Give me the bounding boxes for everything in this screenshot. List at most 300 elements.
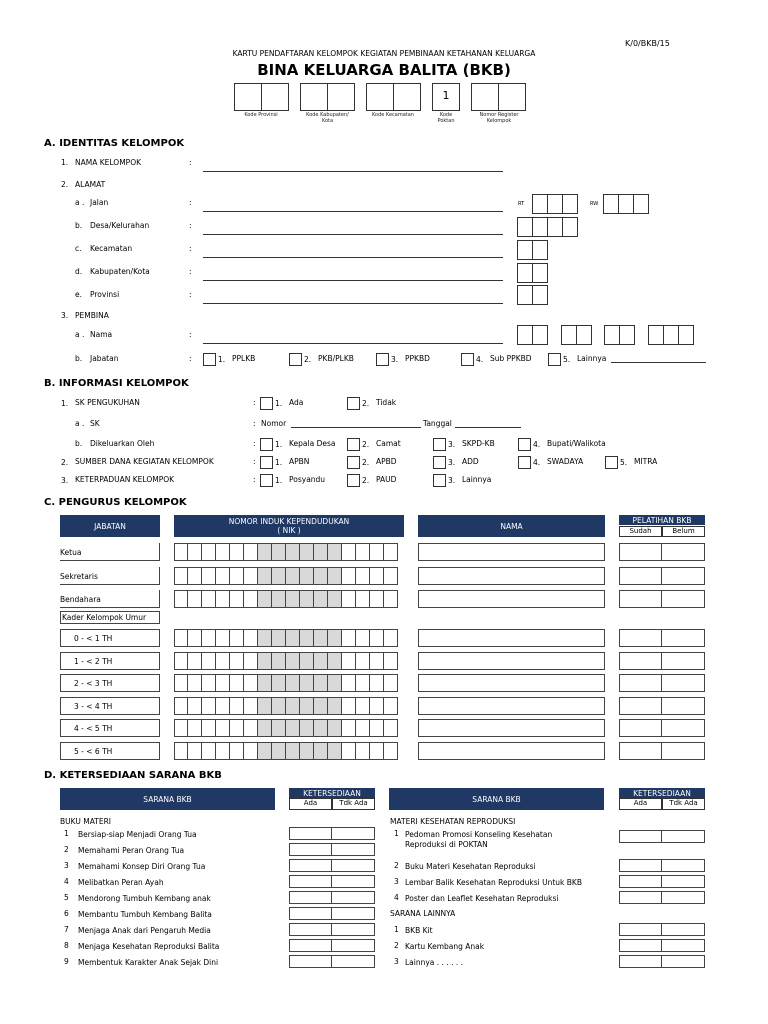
nik-digit-box[interactable] bbox=[300, 652, 314, 670]
nik-digit-box[interactable] bbox=[356, 742, 370, 760]
nik-digit-box[interactable] bbox=[356, 590, 370, 608]
nik-digit-box[interactable] bbox=[202, 652, 216, 670]
nik-digit-box[interactable] bbox=[356, 697, 370, 715]
nik-digit-box[interactable] bbox=[384, 629, 398, 647]
nik-digit-box[interactable] bbox=[244, 567, 258, 585]
nik-digit-box[interactable] bbox=[188, 543, 202, 561]
nik-digit-box[interactable] bbox=[244, 719, 258, 737]
ketersediaan-tdk-ada-box[interactable] bbox=[661, 923, 705, 936]
ketersediaan-ada-box[interactable] bbox=[289, 939, 332, 952]
nik-digit-box[interactable] bbox=[216, 652, 230, 670]
ketersediaan-tdk-ada-box[interactable] bbox=[331, 891, 375, 904]
nik-digit-box[interactable] bbox=[188, 697, 202, 715]
nik-digit-box[interactable] bbox=[202, 590, 216, 608]
nik-digit-box[interactable] bbox=[328, 590, 342, 608]
pembina-box-2[interactable] bbox=[532, 325, 548, 345]
nik-digit-box[interactable] bbox=[300, 674, 314, 692]
label-dikeluarkan: Dikeluarkan Oleh bbox=[90, 439, 155, 448]
nik-digit-box[interactable] bbox=[258, 543, 272, 561]
nik-digit-box[interactable] bbox=[188, 629, 202, 647]
nik-digit-box[interactable] bbox=[370, 629, 384, 647]
label-tanggal: Tanggal bbox=[423, 419, 452, 428]
kode-kabupaten-box-1[interactable] bbox=[300, 83, 328, 111]
nik-digit-box[interactable] bbox=[286, 652, 300, 670]
pelatihan-sudah-box[interactable] bbox=[619, 674, 662, 692]
nik-digit-box[interactable] bbox=[370, 543, 384, 561]
ketersediaan-tdk-ada-box[interactable] bbox=[331, 875, 375, 888]
kode-provinsi-box-1[interactable] bbox=[234, 83, 262, 111]
nik-digit-box[interactable] bbox=[230, 652, 244, 670]
header-nik-line1: NOMOR INDUK KEPENDUDUKAN bbox=[228, 517, 350, 526]
pelatihan-sudah-box[interactable] bbox=[619, 629, 662, 647]
nik-digit-box[interactable] bbox=[314, 674, 328, 692]
nik-digit-box[interactable] bbox=[342, 590, 356, 608]
sumber-checkbox-add[interactable] bbox=[433, 456, 446, 469]
ketersediaan-ada-box[interactable] bbox=[619, 859, 662, 872]
nik-digit-box[interactable] bbox=[230, 543, 244, 561]
nik-digit-box[interactable] bbox=[370, 590, 384, 608]
ketersediaan-tdk-ada-box[interactable] bbox=[331, 827, 375, 840]
kode-kabupaten-box-2[interactable] bbox=[327, 83, 355, 111]
nik-digit-box[interactable] bbox=[188, 590, 202, 608]
ketersediaan-tdk-ada-box[interactable] bbox=[331, 955, 375, 968]
desa-box-4[interactable] bbox=[562, 217, 578, 237]
nik-digit-box[interactable] bbox=[370, 719, 384, 737]
jabatan-label: 2 - < 3 TH bbox=[74, 679, 113, 688]
nik-digit-box[interactable] bbox=[272, 674, 286, 692]
nik-digit-box[interactable] bbox=[370, 567, 384, 585]
nik-digit-box[interactable] bbox=[328, 742, 342, 760]
ketersediaan-ada-box[interactable] bbox=[289, 827, 332, 840]
pelatihan-belum-box[interactable] bbox=[661, 590, 705, 608]
nik-digit-box[interactable] bbox=[174, 652, 188, 670]
nik-digit-box[interactable] bbox=[202, 719, 216, 737]
nik-digit-box[interactable] bbox=[272, 697, 286, 715]
nik-digit-box[interactable] bbox=[300, 567, 314, 585]
label-alamat: ALAMAT bbox=[75, 180, 106, 189]
pelatihan-belum-box[interactable] bbox=[661, 543, 705, 561]
label-kode-kabupaten: Kode Kabupaten/ Kota bbox=[306, 112, 349, 124]
ketersediaan-tdk-ada-box[interactable] bbox=[661, 875, 705, 888]
keterpaduan-checkbox-paud[interactable] bbox=[347, 474, 360, 487]
rw-box-2[interactable] bbox=[618, 194, 634, 214]
nik-digit-box[interactable] bbox=[314, 697, 328, 715]
ketersediaan-tdk-ada-box[interactable] bbox=[331, 859, 375, 872]
sd-opt-label: MITRA bbox=[634, 457, 658, 466]
nik-digit-box[interactable] bbox=[216, 567, 230, 585]
nik-digit-box[interactable] bbox=[342, 652, 356, 670]
nik-digit-box[interactable] bbox=[342, 742, 356, 760]
sk-checkbox-tidak[interactable] bbox=[347, 397, 360, 410]
provinsi-input[interactable] bbox=[203, 303, 503, 304]
pelatihan-belum-box[interactable] bbox=[661, 652, 705, 670]
nik-digit-box[interactable] bbox=[356, 652, 370, 670]
nama-input[interactable] bbox=[418, 674, 605, 692]
nik-digit-box[interactable] bbox=[370, 742, 384, 760]
kecamatan-input[interactable] bbox=[203, 257, 503, 258]
kode-provinsi-box-2[interactable] bbox=[261, 83, 289, 111]
nik-digit-box[interactable] bbox=[314, 590, 328, 608]
sarana-item-num: 3 bbox=[64, 861, 69, 870]
pembina-box-6[interactable] bbox=[619, 325, 635, 345]
dk-opt-label: Kepala Desa bbox=[289, 439, 336, 448]
nama-kelompok-input[interactable] bbox=[203, 171, 503, 172]
nik-digit-box[interactable] bbox=[174, 697, 188, 715]
kabupaten-box-1[interactable] bbox=[517, 263, 533, 283]
nik-digit-box[interactable] bbox=[356, 543, 370, 561]
nik-digit-box[interactable] bbox=[356, 629, 370, 647]
provinsi-box-2[interactable] bbox=[532, 285, 548, 305]
nik-digit-box[interactable] bbox=[202, 543, 216, 561]
nik-digit-box[interactable] bbox=[188, 674, 202, 692]
nik-digit-box[interactable] bbox=[230, 742, 244, 760]
nik-digit-box[interactable] bbox=[188, 742, 202, 760]
nik-digit-box[interactable] bbox=[328, 543, 342, 561]
nama-input[interactable] bbox=[418, 543, 605, 561]
nik-digit-box[interactable] bbox=[314, 567, 328, 585]
nik-grid[interactable] bbox=[174, 629, 398, 647]
nik-grid[interactable] bbox=[174, 590, 398, 608]
label-kode-poktan: Kode Poktan bbox=[437, 112, 455, 124]
nik-digit-box[interactable] bbox=[314, 652, 328, 670]
ketersediaan-ada-box[interactable] bbox=[289, 875, 332, 888]
ketersediaan-tdk-ada-box[interactable] bbox=[331, 907, 375, 920]
nik-digit-box[interactable] bbox=[286, 697, 300, 715]
label-buku-materi: BUKU MATERI bbox=[60, 817, 111, 826]
kecamatan-box-1[interactable] bbox=[517, 240, 533, 260]
nik-digit-box[interactable] bbox=[174, 742, 188, 760]
nama-input[interactable] bbox=[418, 719, 605, 737]
nik-digit-box[interactable] bbox=[342, 719, 356, 737]
ketersediaan-ada-box[interactable] bbox=[289, 891, 332, 904]
nik-digit-box[interactable] bbox=[370, 697, 384, 715]
pelatihan-sudah-box[interactable] bbox=[619, 742, 662, 760]
ketersediaan-ada-box[interactable] bbox=[289, 955, 332, 968]
nik-digit-box[interactable] bbox=[174, 674, 188, 692]
nik-digit-box[interactable] bbox=[188, 652, 202, 670]
nik-digit-box[interactable] bbox=[202, 567, 216, 585]
nik-digit-box[interactable] bbox=[328, 629, 342, 647]
nik-digit-box[interactable] bbox=[286, 590, 300, 608]
nik-digit-box[interactable] bbox=[314, 719, 328, 737]
nik-digit-box[interactable] bbox=[328, 652, 342, 670]
nik-digit-box[interactable] bbox=[300, 742, 314, 760]
pelatihan-belum-box[interactable] bbox=[661, 567, 705, 585]
nik-digit-box[interactable] bbox=[328, 674, 342, 692]
colon: : bbox=[253, 439, 256, 448]
kecamatan-box-2[interactable] bbox=[532, 240, 548, 260]
nik-digit-box[interactable] bbox=[174, 543, 188, 561]
nik-digit-box[interactable] bbox=[244, 629, 258, 647]
nik-digit-box[interactable] bbox=[188, 719, 202, 737]
nik-digit-box[interactable] bbox=[300, 590, 314, 608]
jalan-input[interactable] bbox=[203, 211, 503, 212]
nik-digit-box[interactable] bbox=[230, 674, 244, 692]
nik-digit-box[interactable] bbox=[216, 719, 230, 737]
nik-digit-box[interactable] bbox=[342, 543, 356, 561]
dikeluarkan-checkbox-skpd[interactable] bbox=[433, 438, 446, 451]
jabatan-checkbox-pkb[interactable] bbox=[289, 353, 302, 366]
nik-digit-box[interactable] bbox=[244, 590, 258, 608]
sk-opt-label: Ada bbox=[289, 398, 304, 407]
keterpaduan-checkbox-lainnya[interactable] bbox=[433, 474, 446, 487]
nik-digit-box[interactable] bbox=[384, 567, 398, 585]
nik-digit-box[interactable] bbox=[272, 590, 286, 608]
nik-digit-box[interactable] bbox=[202, 674, 216, 692]
nik-digit-box[interactable] bbox=[272, 543, 286, 561]
sumber-checkbox-mitra[interactable] bbox=[605, 456, 618, 469]
sk-opt-num: 2. bbox=[362, 399, 370, 408]
pelatihan-belum-box[interactable] bbox=[661, 674, 705, 692]
nik-digit-box[interactable] bbox=[258, 742, 272, 760]
nik-digit-box[interactable] bbox=[286, 543, 300, 561]
section-b-title: B. INFORMASI KELOMPOK bbox=[44, 378, 189, 389]
nik-grid[interactable] bbox=[174, 742, 398, 760]
nomor-register-box-2[interactable] bbox=[498, 83, 526, 111]
nik-digit-box[interactable] bbox=[370, 674, 384, 692]
nik-digit-box[interactable] bbox=[244, 697, 258, 715]
pelatihan-belum-box[interactable] bbox=[661, 697, 705, 715]
sk-tanggal-input[interactable] bbox=[455, 427, 521, 428]
jabatan-checkbox-sub-ppkbd[interactable] bbox=[461, 353, 474, 366]
pelatihan-sudah-box[interactable] bbox=[619, 719, 662, 737]
nik-digit-box[interactable] bbox=[272, 719, 286, 737]
nik-digit-box[interactable] bbox=[384, 590, 398, 608]
nik-digit-box[interactable] bbox=[258, 674, 272, 692]
pelatihan-sudah-box[interactable] bbox=[619, 567, 662, 585]
nik-digit-box[interactable] bbox=[356, 719, 370, 737]
nik-digit-box[interactable] bbox=[216, 697, 230, 715]
nik-digit-box[interactable] bbox=[174, 629, 188, 647]
nik-digit-box[interactable] bbox=[174, 590, 188, 608]
nik-digit-box[interactable] bbox=[300, 719, 314, 737]
desa-box-3[interactable] bbox=[547, 217, 563, 237]
nik-grid[interactable] bbox=[174, 543, 398, 561]
sumber-checkbox-apbd[interactable] bbox=[347, 456, 360, 469]
nik-digit-box[interactable] bbox=[286, 674, 300, 692]
nik-digit-box[interactable] bbox=[384, 652, 398, 670]
nik-digit-box[interactable] bbox=[328, 719, 342, 737]
ketersediaan-tdk-ada-box[interactable] bbox=[661, 830, 705, 843]
nik-digit-box[interactable] bbox=[272, 629, 286, 647]
sk-checkbox-ada[interactable] bbox=[260, 397, 273, 410]
pelatihan-belum-box[interactable] bbox=[661, 629, 705, 647]
ketersediaan-ada-box[interactable] bbox=[619, 875, 662, 888]
nik-digit-box[interactable] bbox=[328, 567, 342, 585]
ketersediaan-ada-box[interactable] bbox=[619, 891, 662, 904]
nik-digit-box[interactable] bbox=[174, 719, 188, 737]
pembina-nama-input[interactable] bbox=[203, 343, 503, 344]
nik-digit-box[interactable] bbox=[384, 742, 398, 760]
nik-digit-box[interactable] bbox=[202, 629, 216, 647]
nik-digit-box[interactable] bbox=[300, 629, 314, 647]
pelatihan-sudah-box[interactable] bbox=[619, 590, 662, 608]
nik-digit-box[interactable] bbox=[286, 567, 300, 585]
nik-digit-box[interactable] bbox=[286, 719, 300, 737]
desa-input[interactable] bbox=[203, 234, 503, 235]
nik-digit-box[interactable] bbox=[272, 652, 286, 670]
dikeluarkan-checkbox-camat[interactable] bbox=[347, 438, 360, 451]
nik-digit-box[interactable] bbox=[384, 719, 398, 737]
jabatan-checkbox-ppkbd[interactable] bbox=[376, 353, 389, 366]
nik-digit-box[interactable] bbox=[216, 590, 230, 608]
nik-digit-box[interactable] bbox=[258, 567, 272, 585]
nik-grid[interactable] bbox=[174, 652, 398, 670]
ketersediaan-ada-box[interactable] bbox=[289, 907, 332, 920]
nik-digit-box[interactable] bbox=[300, 543, 314, 561]
ketersediaan-tdk-ada-box[interactable] bbox=[661, 891, 705, 904]
ketersediaan-ada-box[interactable] bbox=[289, 859, 332, 872]
pembina-box-9[interactable] bbox=[678, 325, 694, 345]
nik-digit-box[interactable] bbox=[230, 697, 244, 715]
dikeluarkan-checkbox-kepala-desa[interactable] bbox=[260, 438, 273, 451]
nik-digit-box[interactable] bbox=[342, 629, 356, 647]
nik-digit-box[interactable] bbox=[188, 567, 202, 585]
provinsi-box-1[interactable] bbox=[517, 285, 533, 305]
nik-digit-box[interactable] bbox=[342, 674, 356, 692]
pelatihan-sudah-box[interactable] bbox=[619, 652, 662, 670]
ketersediaan-tdk-ada-box[interactable] bbox=[331, 843, 375, 856]
desa-box-1[interactable] bbox=[517, 217, 533, 237]
nik-digit-box[interactable] bbox=[328, 697, 342, 715]
ketersediaan-tdk-ada-box[interactable] bbox=[331, 923, 375, 936]
colon: : bbox=[253, 419, 256, 428]
nama-input[interactable] bbox=[418, 742, 605, 760]
nik-digit-box[interactable] bbox=[272, 567, 286, 585]
ketersediaan-tdk-ada-box[interactable] bbox=[661, 939, 705, 952]
nik-digit-box[interactable] bbox=[384, 674, 398, 692]
nik-digit-box[interactable] bbox=[356, 674, 370, 692]
nik-digit-box[interactable] bbox=[216, 629, 230, 647]
nik-digit-box[interactable] bbox=[258, 652, 272, 670]
sarana-item-label: Poster dan Leaflet Kesehatan Reproduksi bbox=[405, 894, 559, 903]
nik-digit-box[interactable] bbox=[216, 742, 230, 760]
nik-digit-box[interactable] bbox=[370, 652, 384, 670]
header-tdk-left: Tdk Ada bbox=[332, 798, 375, 810]
nik-grid[interactable] bbox=[174, 567, 398, 585]
nik-digit-box[interactable] bbox=[314, 742, 328, 760]
rw-box-3[interactable] bbox=[633, 194, 649, 214]
nik-digit-box[interactable] bbox=[384, 697, 398, 715]
nik-grid[interactable] bbox=[174, 719, 398, 737]
sumber-checkbox-swadaya[interactable] bbox=[518, 456, 531, 469]
ketersediaan-tdk-ada-box[interactable] bbox=[661, 955, 705, 968]
ketersediaan-ada-box[interactable] bbox=[619, 923, 662, 936]
nik-digit-box[interactable] bbox=[258, 697, 272, 715]
nik-digit-box[interactable] bbox=[216, 674, 230, 692]
rt-box-1[interactable] bbox=[532, 194, 548, 214]
nama-input[interactable] bbox=[418, 590, 605, 608]
ketersediaan-ada-box[interactable] bbox=[289, 923, 332, 936]
ketersediaan-ada-box[interactable] bbox=[619, 830, 662, 843]
rt-box-2[interactable] bbox=[547, 194, 563, 214]
nik-digit-box[interactable] bbox=[230, 629, 244, 647]
kabupaten-input[interactable] bbox=[203, 280, 503, 281]
nik-digit-box[interactable] bbox=[230, 590, 244, 608]
keterpaduan-checkbox-posyandu[interactable] bbox=[260, 474, 273, 487]
nik-digit-box[interactable] bbox=[244, 674, 258, 692]
nama-input[interactable] bbox=[418, 567, 605, 585]
sk-opt-num: 1. bbox=[275, 399, 283, 408]
pembina-box-8[interactable] bbox=[663, 325, 679, 345]
label-nama-kelompok: NAMA KELOMPOK bbox=[75, 158, 142, 167]
nik-digit-box[interactable] bbox=[244, 652, 258, 670]
ketersediaan-tdk-ada-box[interactable] bbox=[331, 939, 375, 952]
desa-box-2[interactable] bbox=[532, 217, 548, 237]
kode-kecamatan-box-1[interactable] bbox=[366, 83, 394, 111]
ketersediaan-ada-box[interactable] bbox=[619, 955, 662, 968]
nik-digit-box[interactable] bbox=[314, 543, 328, 561]
nik-digit-box[interactable] bbox=[342, 567, 356, 585]
nik-digit-box[interactable] bbox=[174, 567, 188, 585]
pembina-box-4[interactable] bbox=[576, 325, 592, 345]
nik-digit-box[interactable] bbox=[230, 567, 244, 585]
nik-digit-box[interactable] bbox=[300, 697, 314, 715]
nik-digit-box[interactable] bbox=[272, 742, 286, 760]
pembina-box-1[interactable] bbox=[517, 325, 533, 345]
jabatan-checkbox-lainnya[interactable] bbox=[548, 353, 561, 366]
nik-digit-box[interactable] bbox=[258, 629, 272, 647]
nik-digit-box[interactable] bbox=[384, 543, 398, 561]
pelatihan-sudah-box[interactable] bbox=[619, 543, 662, 561]
kode-poktan-box[interactable]: 1 bbox=[432, 83, 460, 111]
nik-digit-box[interactable] bbox=[258, 719, 272, 737]
nik-digit-box[interactable] bbox=[244, 543, 258, 561]
nik-grid[interactable] bbox=[174, 697, 398, 715]
nik-digit-box[interactable] bbox=[286, 742, 300, 760]
nik-grid[interactable] bbox=[174, 674, 398, 692]
nama-input[interactable] bbox=[418, 629, 605, 647]
pelatihan-belum-box[interactable] bbox=[661, 719, 705, 737]
nik-digit-box[interactable] bbox=[244, 742, 258, 760]
nik-digit-box[interactable] bbox=[202, 697, 216, 715]
jabatan-checkbox-pplkb[interactable] bbox=[203, 353, 216, 366]
ketersediaan-ada-box[interactable] bbox=[289, 843, 332, 856]
sumber-checkbox-apbn[interactable] bbox=[260, 456, 273, 469]
colon: : bbox=[253, 398, 256, 407]
nik-digit-box[interactable] bbox=[286, 629, 300, 647]
dikeluarkan-checkbox-bupati[interactable] bbox=[518, 438, 531, 451]
jabatan-lainnya-input[interactable] bbox=[611, 362, 706, 363]
pelatihan-sudah-box[interactable] bbox=[619, 697, 662, 715]
kabupaten-box-2[interactable] bbox=[532, 263, 548, 283]
sarana-item-num: 7 bbox=[64, 925, 69, 934]
sub-c: c. bbox=[75, 244, 82, 253]
sk-nomor-input[interactable] bbox=[291, 427, 421, 428]
nik-digit-box[interactable] bbox=[314, 629, 328, 647]
nama-input[interactable] bbox=[418, 652, 605, 670]
jabatan-label: 4 - < 5 TH bbox=[74, 724, 113, 733]
ketersediaan-tdk-ada-box[interactable] bbox=[661, 859, 705, 872]
nik-digit-box[interactable] bbox=[202, 742, 216, 760]
pembina-box-5[interactable] bbox=[604, 325, 620, 345]
ketersediaan-ada-box[interactable] bbox=[619, 939, 662, 952]
pembina-box-7[interactable] bbox=[648, 325, 664, 345]
nik-digit-box[interactable] bbox=[216, 543, 230, 561]
nik-digit-box[interactable] bbox=[356, 567, 370, 585]
pembina-box-3[interactable] bbox=[561, 325, 577, 345]
nik-digit-box[interactable] bbox=[258, 590, 272, 608]
pelatihan-belum-box[interactable] bbox=[661, 742, 705, 760]
nik-digit-box[interactable] bbox=[230, 719, 244, 737]
nik-digit-box[interactable] bbox=[342, 697, 356, 715]
rw-box-1[interactable] bbox=[603, 194, 619, 214]
rt-box-3[interactable] bbox=[562, 194, 578, 214]
kode-kecamatan-box-2[interactable] bbox=[393, 83, 421, 111]
nama-input[interactable] bbox=[418, 697, 605, 715]
sarana-item-label: Memahami Peran Orang Tua bbox=[78, 846, 185, 855]
nomor-register-box-1[interactable] bbox=[471, 83, 499, 111]
